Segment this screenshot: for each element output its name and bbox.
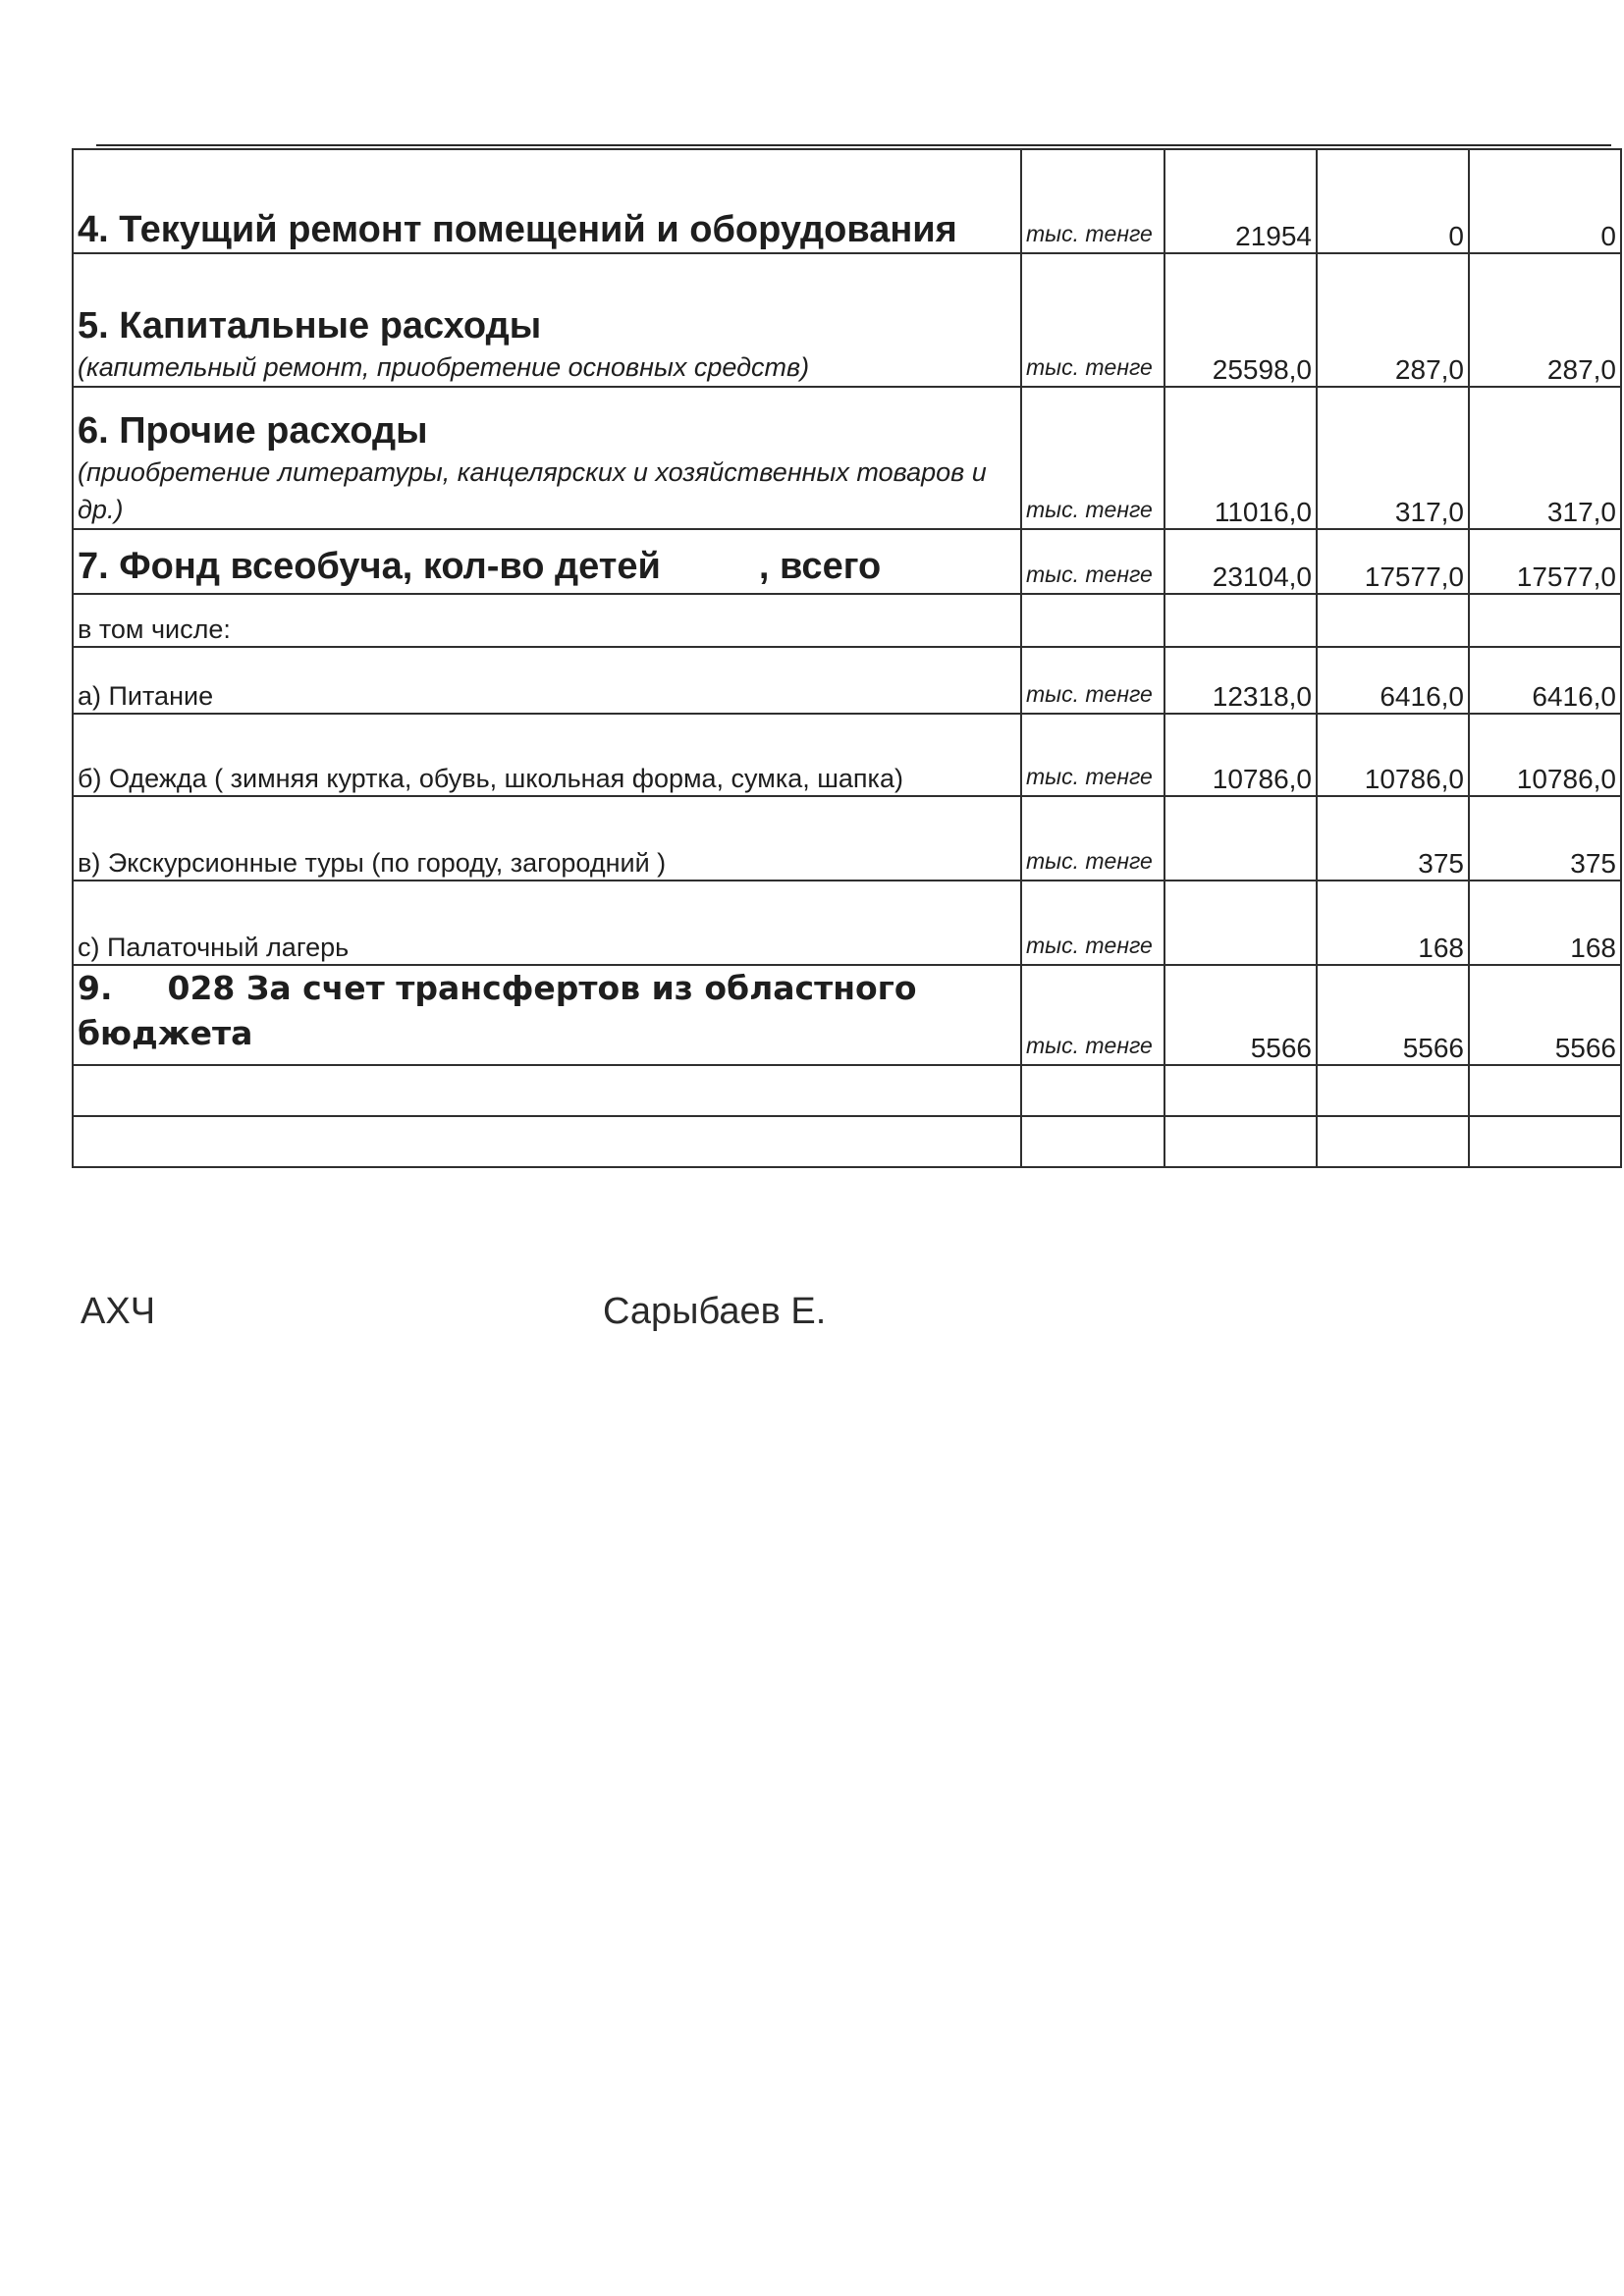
value-cell: 6416,0 <box>1317 647 1469 714</box>
row-name-cell <box>73 965 1021 1065</box>
row-subtitle: (капительный ремонт, приобретение основных средств) <box>78 352 810 382</box>
budget-table <box>72 148 1622 1168</box>
value-cell: 287,0 <box>1317 253 1469 387</box>
department-label: АХЧ <box>81 1291 156 1332</box>
unit-cell: тыс. тенге <box>1021 253 1164 387</box>
top-rule <box>96 144 1611 146</box>
value-cell: 317,0 <box>1317 387 1469 529</box>
value-cell: 317,0 <box>1469 387 1621 529</box>
value-cell: 11016,0 <box>1164 387 1317 529</box>
row-title-suffix: , всего <box>758 546 882 587</box>
table-row <box>73 387 1621 529</box>
unit-cell: тыс. тенге <box>1021 881 1164 965</box>
row-name-cell <box>73 1065 1021 1116</box>
value-cell: 17577,0 <box>1317 529 1469 594</box>
value-cell <box>1164 594 1317 647</box>
unit-cell <box>1021 594 1164 647</box>
unit-cell: тыс. тенге <box>1021 387 1164 529</box>
unit-cell: тыс. тенге <box>1021 149 1164 253</box>
value-cell: 287,0 <box>1469 253 1621 387</box>
row-title: 4. Текущий ремонт помещений и оборудования <box>78 209 957 250</box>
value-cell <box>1164 881 1317 965</box>
table-row <box>73 594 1621 647</box>
unit-cell: тыс. тенге <box>1021 965 1164 1065</box>
value-cell: 168 <box>1317 881 1469 965</box>
value-cell: 375 <box>1469 796 1621 881</box>
value-cell: 5566 <box>1469 965 1621 1065</box>
value-cell <box>1164 1065 1317 1116</box>
row-name-cell <box>73 529 1021 594</box>
row-title: 028 За счет трансфертов из областного бюджета <box>78 969 917 1052</box>
table-row <box>73 965 1621 1065</box>
row-name-cell: б) Одежда ( зимняя куртка, обувь, школьная форма, сумка, шапка) <box>73 714 1021 796</box>
value-cell: 6416,0 <box>1469 647 1621 714</box>
value-cell: 0 <box>1317 149 1469 253</box>
value-cell: 5566 <box>1164 965 1317 1065</box>
row-title: 7. Фонд всеобуча, кол-во детей <box>78 546 661 587</box>
unit-cell: тыс. тенге <box>1021 529 1164 594</box>
value-cell: 375 <box>1317 796 1469 881</box>
value-cell: 23104,0 <box>1164 529 1317 594</box>
row-title: 5. Капитальные расходы <box>78 305 542 347</box>
row-name-cell: а) Питание <box>73 647 1021 714</box>
value-cell <box>1469 1065 1621 1116</box>
row-name-cell <box>73 149 1021 253</box>
row-subtitle: (приобретение литературы, канцелярских и хозяйственных товаров и др.) <box>78 457 987 524</box>
value-cell: 168 <box>1469 881 1621 965</box>
row-name-cell: с) Палаточный лагерь <box>73 881 1021 965</box>
value-cell: 17577,0 <box>1469 529 1621 594</box>
value-cell <box>1317 594 1469 647</box>
value-cell <box>1164 1116 1317 1167</box>
row-name-cell <box>73 253 1021 387</box>
row-name-cell <box>73 387 1021 529</box>
row-title: 6. Прочие расходы <box>78 410 428 452</box>
unit-cell <box>1021 1116 1164 1167</box>
table-row <box>73 253 1621 387</box>
value-cell: 5566 <box>1317 965 1469 1065</box>
value-cell <box>1317 1065 1469 1116</box>
signatory-name: Сарыбаев Е. <box>603 1291 827 1332</box>
table-row <box>73 1116 1621 1167</box>
table-row <box>73 149 1621 253</box>
value-cell: 25598,0 <box>1164 253 1317 387</box>
row-name-cell <box>73 1116 1021 1167</box>
value-cell: 0 <box>1469 149 1621 253</box>
table-row <box>73 881 1621 965</box>
row-number: 9. <box>78 969 113 1007</box>
value-cell <box>1469 1116 1621 1167</box>
table-row <box>73 714 1621 796</box>
value-cell: 21954 <box>1164 149 1317 253</box>
value-cell: 12318,0 <box>1164 647 1317 714</box>
unit-cell: тыс. тенге <box>1021 714 1164 796</box>
unit-cell: тыс. тенге <box>1021 796 1164 881</box>
table-row <box>73 529 1621 594</box>
table-row <box>73 647 1621 714</box>
value-cell: 10786,0 <box>1164 714 1317 796</box>
value-cell <box>1164 796 1317 881</box>
value-cell <box>1317 1116 1469 1167</box>
row-name-cell: в) Экскурсионные туры (по городу, загородний ) <box>73 796 1021 881</box>
value-cell: 10786,0 <box>1469 714 1621 796</box>
unit-cell: тыс. тенге <box>1021 647 1164 714</box>
unit-cell <box>1021 1065 1164 1116</box>
row-name-cell: в том числе: <box>73 594 1021 647</box>
table-row <box>73 1065 1621 1116</box>
table-row <box>73 796 1621 881</box>
value-cell <box>1469 594 1621 647</box>
value-cell: 10786,0 <box>1317 714 1469 796</box>
